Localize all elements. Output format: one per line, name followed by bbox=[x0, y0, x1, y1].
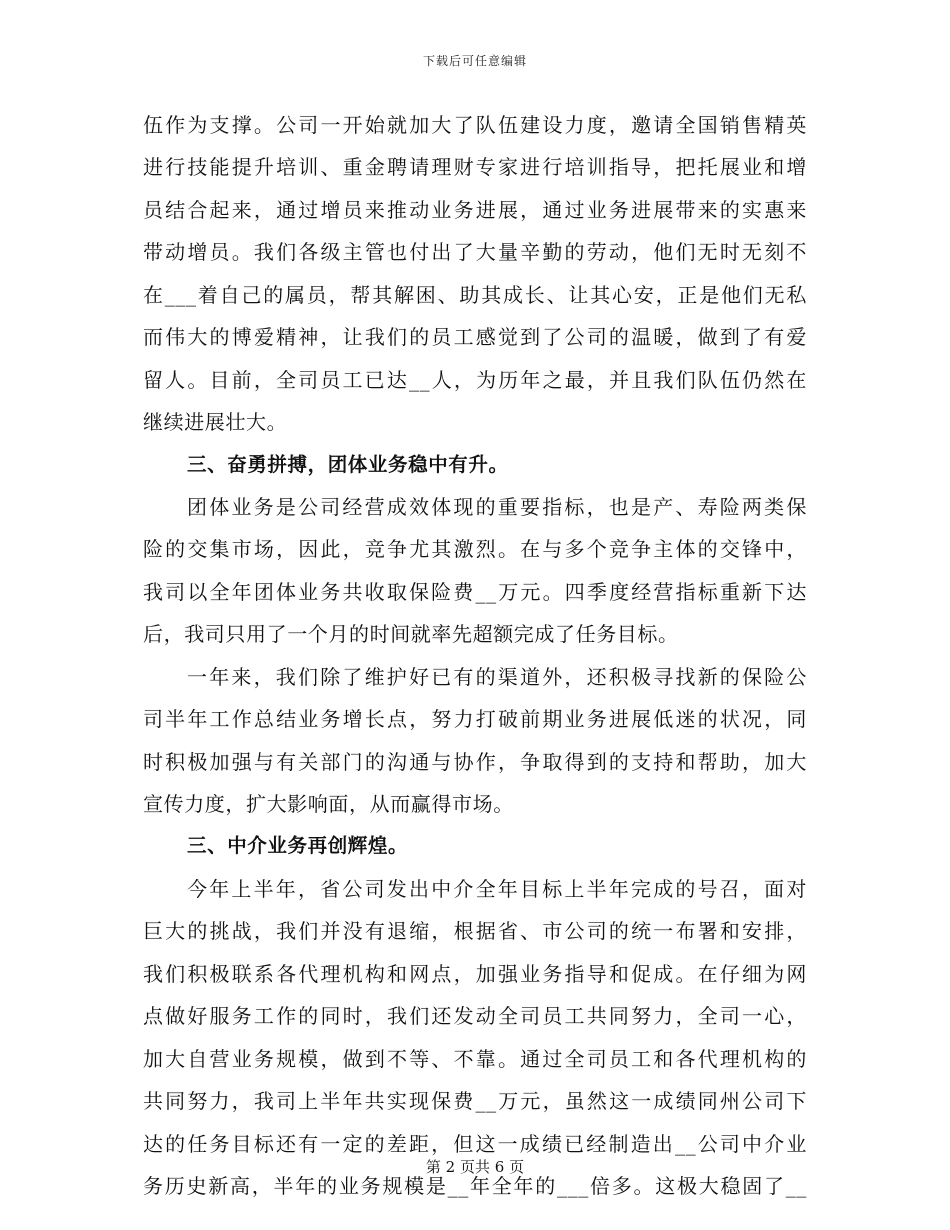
body-line: 宣传力度，扩大影响面，从而赢得市场。 bbox=[143, 792, 514, 816]
page-header: 下载后可任意编辑 bbox=[422, 54, 527, 68]
body-line: 留人。目前，全司员工已达__人，为历年之最，并且我们队伍仍然在 bbox=[143, 367, 807, 392]
body-line: 共同努力，我司上半年共实现保费__万元，虽然这一成绩同州公司下 bbox=[143, 1089, 807, 1114]
section-heading: 三、奋勇拼搏，团体业务稳中有升。 bbox=[187, 452, 509, 476]
body-line: 司半年工作总结业务增长点，努力打破前期业务进展低迷的状况，同 bbox=[143, 707, 807, 732]
body-line: 一年来，我们除了维护好已有的渠道外，还积极寻找新的保险公 bbox=[187, 664, 807, 689]
body-line: 员结合起来，通过增员来推动业务进展，通过业务进展带来的实惠来 bbox=[143, 197, 807, 222]
body-line: 时积极加强与有关部门的沟通与协作，争取得到的支持和帮助，加大 bbox=[143, 749, 807, 774]
body-line: 继续进展壮大。 bbox=[143, 410, 288, 435]
page-number: 第 2 页共 6 页 bbox=[425, 1158, 525, 1176]
body-line: 后，我司只用了一个月的时间就率先超额完成了任务目标。 bbox=[143, 622, 679, 647]
body-line: 点做好服务工作的同时，我们还发动全司员工共同努力，全司一心， bbox=[143, 1004, 807, 1029]
body-line: 险的交集市场，因此，竞争尤其激烈。在与多个竞争主体的交锋中， bbox=[143, 537, 807, 562]
document-body bbox=[143, 104, 807, 1207]
body-line: 达的任务目标还有一定的差距，但这一成绩已经制造出__公司中介业 bbox=[143, 1131, 807, 1156]
body-line: 我司以全年团体业务共收取保险费__万元。四季度经营指标重新下达 bbox=[143, 579, 807, 604]
body-line: 巨大的挑战，我们并没有退缩，根据省、市公司的统一布署和安排， bbox=[143, 919, 807, 944]
body-line: 进行技能提升培训、重金聘请理财专家进行培训指导，把托展业和增 bbox=[143, 155, 807, 180]
body-line: 今年上半年，省公司发出中介全年目标上半年完成的号召，面对 bbox=[187, 876, 807, 901]
body-line: 加大自营业务规模，做到不等、不靠。通过全司员工和各代理机构的 bbox=[143, 1046, 807, 1071]
section-heading: 三、中介业务再创辉煌。 bbox=[187, 834, 409, 858]
body-line: 团体业务是公司经营成效体现的重要指标，也是产、寿险两类保 bbox=[187, 494, 807, 519]
body-line: 而伟大的博爱精神，让我们的员工感觉到了公司的温暖，做到了有爱 bbox=[143, 325, 807, 350]
body-line: 我们积极联系各代理机构和网点，加强业务指导和促成。在仔细为网 bbox=[143, 961, 807, 986]
body-line: 在___着自己的属员，帮其解困、助其成长、让其心安，正是他们无私 bbox=[143, 282, 807, 307]
body-line: 务历史新高，半年的业务规模是__年全年的___倍多。这极大稳固了__ bbox=[143, 1173, 807, 1198]
body-line: 伍作为支撑。公司一开始就加大了队伍建设力度，邀请全国销售精英 bbox=[143, 113, 807, 137]
body-line: 带动增员。我们各级主管也付出了大量辛勤的劳动，他们无时无刻不 bbox=[143, 240, 807, 265]
